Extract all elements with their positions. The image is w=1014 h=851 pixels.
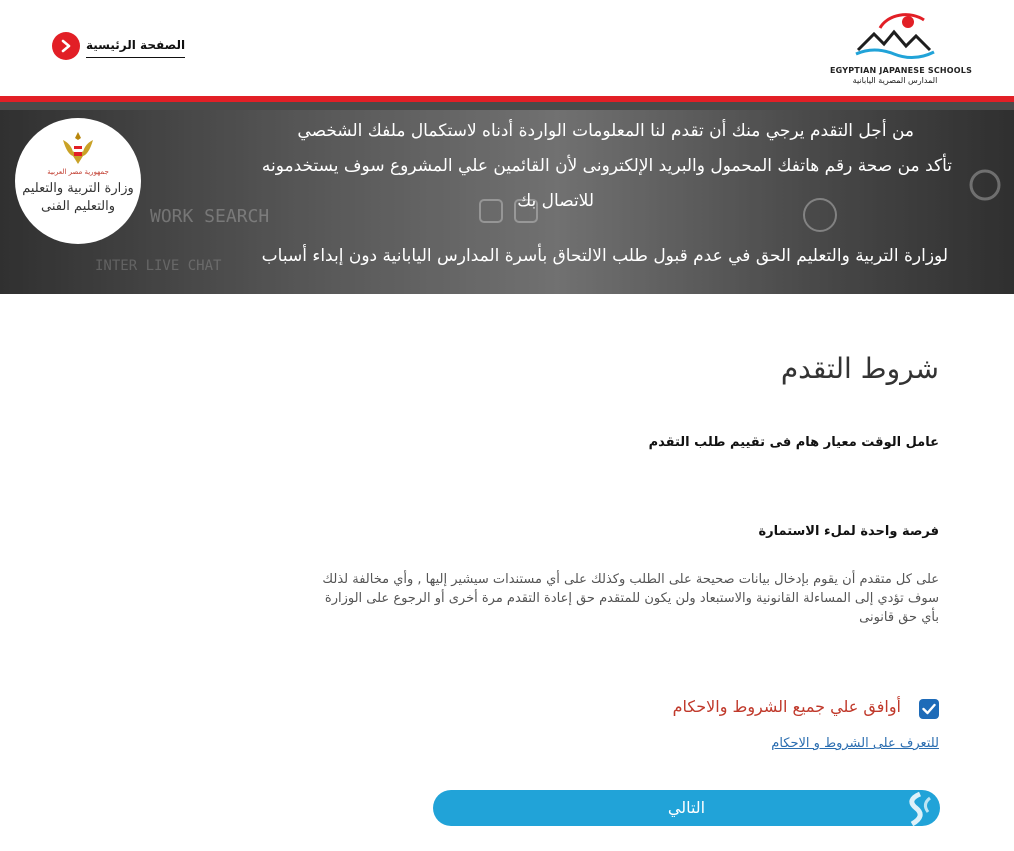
banner-line-2: تأكد من صحة رقم هاتفك المحمول والبريد الإلكترونى لأن القائمين علي المشروع سوف يستخدمونه: [261, 156, 952, 176]
ministry-name-line-1: وزارة التربية والتعليم: [22, 181, 134, 196]
next-button-label: التالي: [667, 798, 706, 817]
home-button-circle[interactable]: [52, 32, 80, 60]
page-title: شروط التقدم: [780, 352, 939, 385]
check-icon: [922, 703, 936, 715]
logo-text-ar: المدارس المصرية اليابانية: [852, 76, 938, 85]
svg-text:WORK SEARCH: WORK SEARCH: [150, 206, 270, 227]
mountain-sun-icon: [854, 6, 938, 62]
next-button[interactable]: [433, 790, 940, 826]
banner-line-4: لوزارة التربية والتعليم الحق في عدم قبول طلب الالتحاق بأسرة المدارس اليابانية دون إبداء أسباب: [261, 246, 948, 266]
terms-paragraph: على كل متقدم أن يقوم بإدخال بيانات صحيحة على الطلب وكذلك على أي مستندات سيشير إليها , وأي مخالفة لذلك سوف تؤدي إلى المساءلة القانونية والاستبعاد ولن يكون للمتقدم حق إعادة التقدم مرة أخرى أو الرجوع على الوزارة بأي حق قانونى: [322, 572, 939, 625]
ministry-country-text: جمهورية مصر العربية: [47, 168, 109, 176]
agree-terms-row[interactable]: [639, 697, 939, 723]
eagle-emblem-icon: [61, 130, 95, 166]
chevron-right-icon: [59, 39, 73, 53]
ministry-name-text: [15, 180, 141, 216]
ministry-name-line-2: والتعليم الفنى: [41, 199, 115, 214]
header-dark-stripe: [0, 102, 1014, 110]
banner-line-1: من أجل التقدم يرجي منك أن تقدم لنا المعلومات الواردة أدناه لاستكمال ملفك الشخصي: [297, 121, 914, 141]
home-link-label[interactable]: الصفحة الرئيسية: [86, 38, 185, 58]
site-header: [0, 0, 1014, 96]
swirl-decoration-icon: [876, 790, 936, 826]
time-factor-heading: عامل الوقت معيار هام فى تقييم طلب التقدم: [648, 435, 939, 450]
svg-text:INTER LIVE CHAT: INTER LIVE CHAT: [95, 258, 222, 274]
one-chance-heading: فرصة واحدة لملء الاستمارة: [758, 524, 939, 539]
info-banner: [0, 110, 1014, 294]
home-link[interactable]: [52, 32, 192, 62]
banner-line-3: للاتصال بك: [517, 191, 594, 211]
ministry-logo-badge: [15, 118, 141, 244]
logo-text-en: EGYPTIAN JAPANESE SCHOOLS: [830, 66, 973, 75]
terms-link[interactable]: للتعرف على الشروط و الاحكام: [771, 736, 939, 751]
agree-label[interactable]: أوافق علي جميع الشروط والاحكام: [672, 697, 901, 716]
agree-checkbox[interactable]: [919, 699, 939, 719]
ejs-logo[interactable]: [830, 6, 973, 88]
